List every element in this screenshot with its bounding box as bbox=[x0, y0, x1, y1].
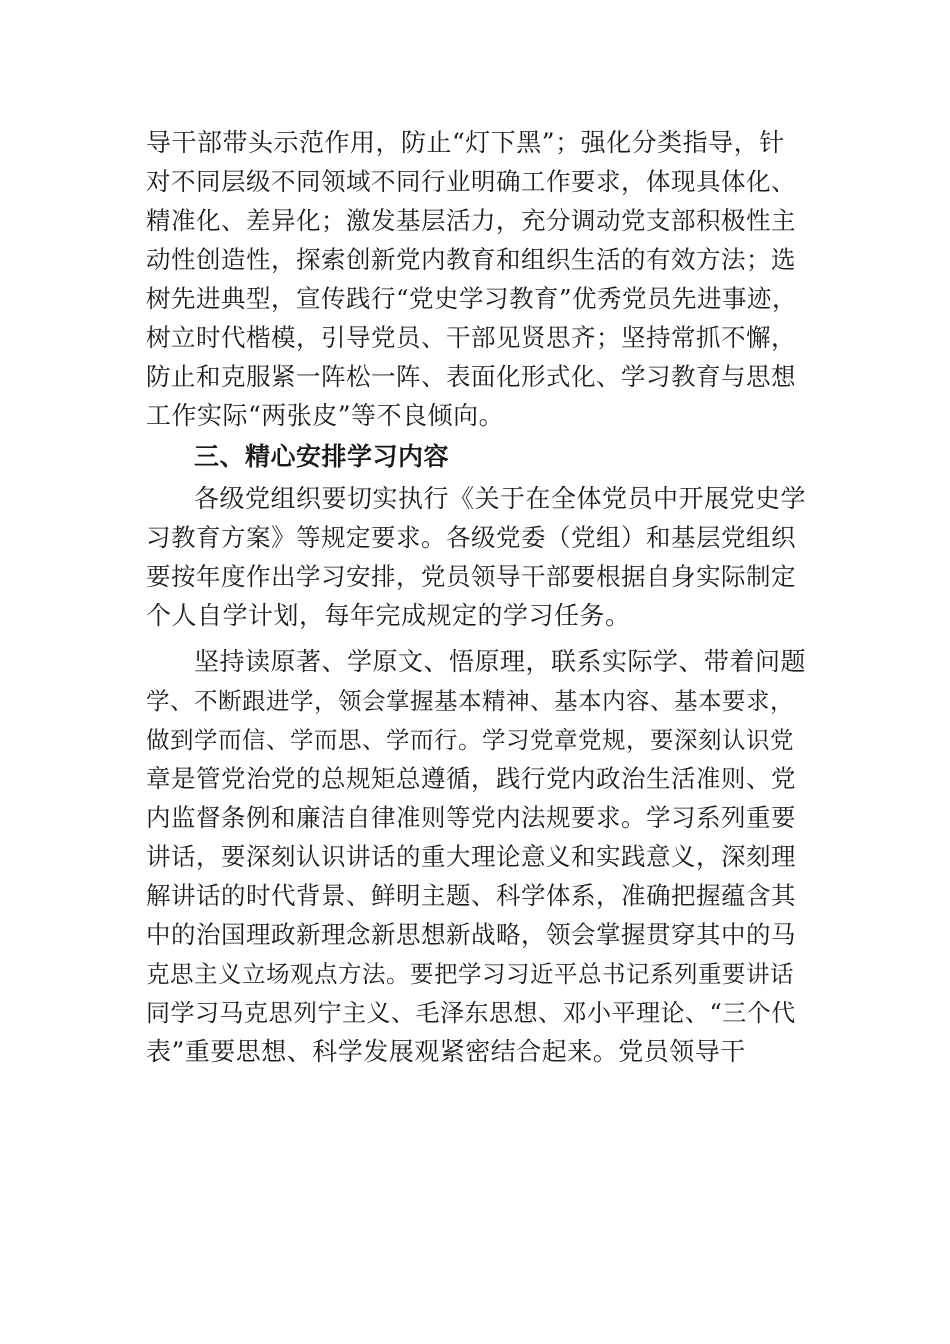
text-line: 表”重要思想、科学发展观紧密结合起来。党员领导干 bbox=[146, 1037, 746, 1066]
text-line: 学、不断跟进学，领会掌握基本精神、基本内容、基本要求， bbox=[146, 687, 794, 715]
section-heading: 三、精心安排学习内容 bbox=[194, 442, 450, 471]
text-line: 导干部带头示范作用，防止“灯下黑”；强化分类指导，针 bbox=[146, 128, 785, 157]
text-line: 个人自学计划，每年完成规定的学习任务。 bbox=[146, 601, 631, 630]
text-line: 要按年度作出学习安排，党员领导干部要根据自身实际制定 bbox=[146, 562, 796, 591]
text-line: 习教育方案》等规定要求。各级党委（党组）和基层党组织 bbox=[146, 523, 796, 552]
text-line: 树立时代楷模，引导党员、干部见贤思齐；坚持常抓不懈， bbox=[146, 323, 796, 352]
text-line: 讲话，要深刻认识讲话的重大理论意义和实践意义，深刻理 bbox=[146, 842, 796, 871]
text-line: 内监督条例和廉洁自律准则等党内法规要求。学习系列重要 bbox=[146, 803, 796, 832]
text-line: 同学习马克思列宁主义、毛泽东思想、邓小平理论、“三个代 bbox=[146, 999, 796, 1027]
text-line: 精准化、差异化；激发基层活力，充分调动党支部积极性主 bbox=[146, 206, 796, 235]
text-line: 对不同层级不同领域不同行业明确工作要求，体现具体化、 bbox=[146, 167, 796, 196]
text-line: 章是管党治党的总规矩总遵循，践行党内政治生活准则、党 bbox=[146, 764, 796, 793]
text-line: 动性创造性，探索创新党内教育和组织生活的有效方法；选 bbox=[146, 245, 796, 274]
text-line: 工作实际“两张皮”等不良倾向。 bbox=[146, 401, 505, 430]
text-line: 树先进典型，宣传践行“党史学习教育”优秀党员先进事迹， bbox=[146, 284, 798, 313]
text-line: 中的治国理政新理念新思想新战略，领会掌握贯穿其中的马 bbox=[146, 920, 796, 949]
text-line: 防止和克服紧一阵松一阵、表面化形式化、学习教育与思想 bbox=[146, 362, 796, 391]
text-line: 做到学而信、学而思、学而行。学习党章党规，要深刻认识党 bbox=[146, 726, 794, 754]
text-line: 坚持读原著、学原文、悟原理，联系实际学、带着问题 bbox=[194, 647, 807, 676]
text-line: 克思主义立场观点方法。要把学习习近平总书记系列重要讲话 bbox=[146, 960, 794, 988]
text-line: 各级党组织要切实执行《关于在全体党员中开展党史学 bbox=[194, 484, 807, 513]
text-line: 解讲话的时代背景、鲜明主题、科学体系，准确把握蕴含其 bbox=[146, 881, 796, 910]
